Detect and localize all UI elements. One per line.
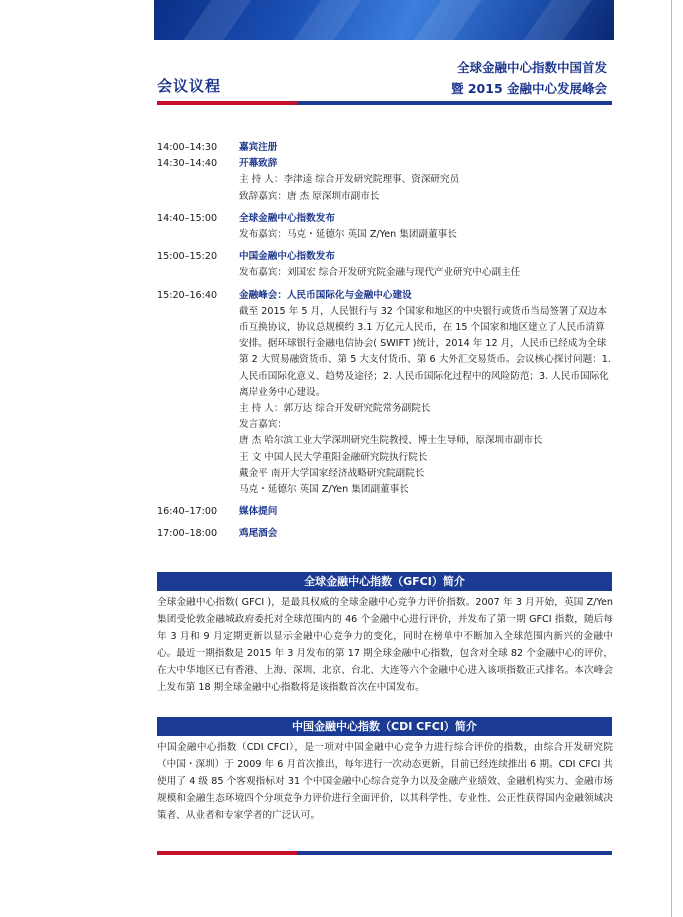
event-title-line2: 暨 2015 金融中心发展峰会 xyxy=(451,81,607,96)
cdi-section-body: 中国金融中心指数（CDI CFCI），是一项对中国金融中心竞争力进行综合评价的指数，由综合开发研究院（中国・深圳）于 2009 年 6 月首次推出，每年进行一次动态更新，目前已经连续推出 6 期。CDI CFCI 共使用了 4 级 85 个客观指标对 31 个中国金融中心综合竞争力以及金融产业绩效、金融机构实力、金融市场规模和金融生态环境四个分项竞争力评价进行全面评价，以其科学性、专业性、公正性获得国内金融领域决策者、从业者和专家学者的广泛认可。 xyxy=(157,742,613,821)
agenda-time: 15:20–16:40 xyxy=(157,289,218,301)
panelist: 马克・延德尔 英国 Z/Yen 集团副董事长 xyxy=(239,484,409,496)
panelist: 王 文 中国人民大学重阳金融研究院执行院长 xyxy=(239,451,428,463)
agenda-title: 嘉宾注册 xyxy=(239,142,278,153)
agenda-title: 中国金融中心指数发布 xyxy=(239,251,335,263)
agenda-item xyxy=(157,504,617,520)
agenda-item xyxy=(157,211,617,227)
header-divider xyxy=(157,101,612,105)
panelist: 唐 杰 哈尔滨工业大学深圳研究生院教授、博士生导师，原深圳市副市长 xyxy=(239,435,543,447)
agenda-host: 主 持 人：李津逵 综合开发研究院理事、资深研究员 xyxy=(239,174,460,186)
agenda-time: 17:00–18:00 xyxy=(157,528,218,540)
agenda-title: 全球金融中心指数发布 xyxy=(239,212,335,224)
agenda-description: 截至 2015 年 5 月，人民银行与 32 个国家和地区的中央银行或货币当局签署了双边本币互换协议，协议总规模约 3.1 万亿元人民币，在 15 个国家和地区建立了人民币清算安排。据环球银行金融电信协会( SWIFT )统计，2014 年 12 月，人民币已经成为全球第 2 大贸易融资货币、第 5 大支付货币、第 6 大外汇交易货币。会议核心探讨问题：1. 人民币国际化意义、趋势及途径；2. 人民币国际化过程中的风险防范；3. 人民币国际化离岸业务中心建设。 xyxy=(239,305,611,398)
agenda-title: 金融峰会：人民币国际化与金融中心建设 xyxy=(239,289,412,301)
gfci-section-body: 全球金融中心指数( GFCI )，是最具权威的全球金融中心竞争力评价指数。2007 年 3 月开始，英国 Z/Yen 集团受伦敦金融城政府委托对全球范围内的 46 个金融中心进行评价，并发布了第一期 GFCI 指数，随后每年 3 月和 9 月定期更新以显示金融中心竞争力的变化，同时在榜单中不断加入全球范围内新兴的金融中心。最近一期指数是 2015 年 3 月发布的第 17 期全球金融中心指数，包含对全球 82 个金融中心的评价，在大中华地区已有香港、上海、深圳、北京、台北、大连等六个金融中心进入该项指数正式排名。本次峰会上发布第 18 期全球金融中心指数将是该指数首次在中国发布。 xyxy=(157,597,613,693)
agenda-speaker: 发布嘉宾：马克・延德尔 英国 Z/Yen 集团副董事长 xyxy=(239,229,457,241)
agenda-time: 14:30–14:40 xyxy=(157,158,218,170)
agenda-panel-label: 发言嘉宾： xyxy=(239,419,287,431)
agenda-time: 14:00–14:30 xyxy=(157,142,218,153)
footer-divider xyxy=(157,851,612,855)
agenda-title: 开幕致辞 xyxy=(239,158,278,170)
agenda-item xyxy=(157,156,617,172)
agenda-time: 15:00–15:20 xyxy=(157,251,218,263)
agenda-item xyxy=(157,288,617,304)
agenda-item xyxy=(157,249,617,265)
agenda-time: 14:40–15:00 xyxy=(157,212,218,224)
agenda-speaker: 发布嘉宾：刘国宏 综合开发研究院金融与现代产业研究中心副主任 xyxy=(239,267,521,279)
page-title: 会议议程 xyxy=(157,77,222,95)
agenda-host: 主 持 人：郭万达 综合开发研究院常务副院长 xyxy=(239,403,431,415)
cdi-section-title: 中国金融中心指数（CDI CFCI）简介 xyxy=(157,717,612,736)
agenda-item xyxy=(157,140,617,156)
agenda-title: 媒体提问 xyxy=(239,506,278,518)
agenda xyxy=(157,140,617,543)
agenda-title: 鸡尾酒会 xyxy=(239,528,278,540)
agenda-item xyxy=(157,526,617,542)
agenda-time: 16:40–17:00 xyxy=(157,506,218,518)
panelist: 戴金平 南开大学国家经济战略研究院副院长 xyxy=(239,467,425,479)
header-banner-image xyxy=(154,0,614,40)
gfci-section-title: 全球金融中心指数（GFCI）简介 xyxy=(157,572,612,591)
agenda-speaker: 致辞嘉宾：唐 杰 原深圳市副市长 xyxy=(239,190,380,202)
event-title-line1: 全球金融中心指数中国首发 xyxy=(456,60,607,75)
